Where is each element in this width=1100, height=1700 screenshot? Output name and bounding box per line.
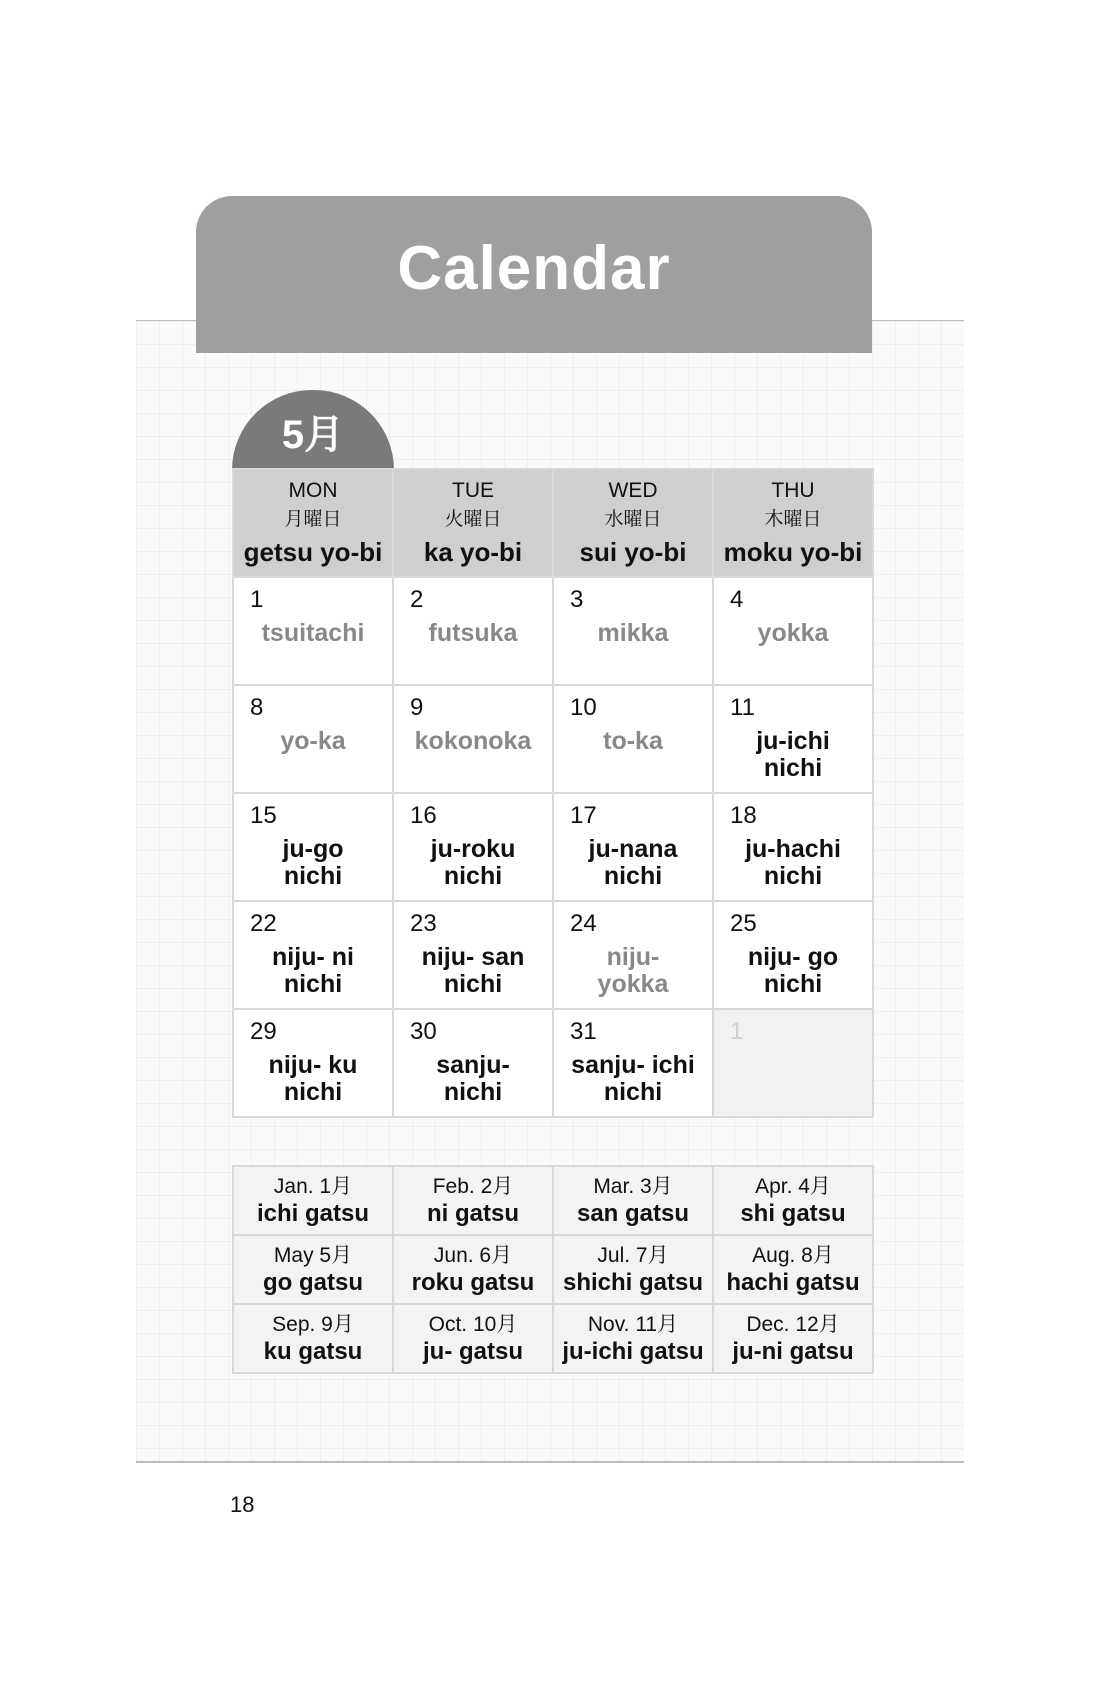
month-cell <box>393 1304 553 1373</box>
date-number: 22 <box>250 910 277 937</box>
date-number: 3 <box>570 586 584 613</box>
week-row <box>233 901 873 1009</box>
week-row <box>233 577 873 685</box>
month-cell <box>553 1304 713 1373</box>
reading-line-2: nichi <box>763 862 823 890</box>
date-reading <box>554 1052 712 1106</box>
month-romaji: hachi gatsu <box>726 1269 860 1296</box>
bottom-rule <box>136 1461 964 1463</box>
month-romaji: shi gatsu <box>740 1200 846 1227</box>
reading-line-1: niju- ku <box>268 1051 358 1079</box>
month-name: Jun. 6月 <box>433 1244 513 1267</box>
date-number: 17 <box>570 802 597 829</box>
month-cell <box>233 1304 393 1373</box>
date-number: 16 <box>410 802 437 829</box>
month-romaji: ichi gatsu <box>256 1200 370 1227</box>
month-cell <box>713 1304 873 1373</box>
date-cell <box>233 1009 393 1117</box>
reading-line-2: nichi <box>763 970 823 998</box>
week-row <box>233 685 873 793</box>
date-reading <box>234 728 392 755</box>
calendar-table <box>232 468 874 1118</box>
month-label: 5月 <box>281 413 345 457</box>
date-cell <box>713 793 873 901</box>
reading-line-2: nichi <box>283 970 343 998</box>
date-cell <box>393 685 553 793</box>
date-reading <box>714 944 872 998</box>
date-reading <box>394 728 552 755</box>
date-number: 1 <box>250 586 264 613</box>
reading-line-1: ju-roku <box>430 835 516 863</box>
date-number: 1 <box>730 1018 744 1045</box>
reading-line-2: nichi <box>603 1078 663 1106</box>
reading-line-1: niju- <box>606 943 660 971</box>
month-name: Aug. 8月 <box>752 1244 834 1267</box>
month-name: May 5月 <box>273 1244 353 1267</box>
reading-line-1: niju- ni <box>272 943 354 971</box>
date-cell <box>713 685 873 793</box>
months-row <box>233 1304 873 1373</box>
date-reading <box>234 620 392 647</box>
reading-line-2: nichi <box>283 1078 343 1106</box>
weekday-romaji: ka yo-bi <box>423 537 523 567</box>
weekday-romaji: moku yo-bi <box>723 537 863 567</box>
weekday-jp: 水曜日 <box>604 509 662 530</box>
reading-line-1: ju-go <box>282 835 344 863</box>
month-cell <box>393 1166 553 1235</box>
date-number: 18 <box>730 802 757 829</box>
weekday-en: TUE <box>452 479 494 502</box>
month-name: Jan. 1月 <box>273 1175 353 1198</box>
reading-line-1: yo-ka <box>280 727 346 755</box>
months-row <box>233 1166 873 1235</box>
reading-line-1: sanju- ichi <box>571 1051 695 1079</box>
month-cell <box>553 1235 713 1304</box>
page-number: 18 <box>230 1492 255 1517</box>
reading-line-2: nichi <box>443 862 503 890</box>
date-number: 31 <box>570 1018 597 1045</box>
date-number: 2 <box>410 586 424 613</box>
date-number: 29 <box>250 1018 277 1045</box>
reading-line-1: ju-hachi <box>745 835 841 863</box>
weekday-en: THU <box>771 479 815 502</box>
month-romaji: san gatsu <box>576 1200 690 1227</box>
date-cell <box>393 1009 553 1117</box>
date-number: 24 <box>570 910 597 937</box>
month-name: Oct. 10月 <box>428 1313 518 1336</box>
month-romaji: ju-ichi gatsu <box>562 1338 704 1365</box>
reading-line-1: kokonoka <box>414 727 532 755</box>
date-cell <box>393 901 553 1009</box>
reading-line-1: tsuitachi <box>261 619 365 647</box>
reading-line-2: nichi <box>603 862 663 890</box>
date-reading <box>394 1052 552 1106</box>
date-number: 23 <box>410 910 437 937</box>
date-cell <box>233 793 393 901</box>
date-cell <box>553 1009 713 1117</box>
weekday-header-tue <box>393 469 553 577</box>
weekday-header-row <box>233 469 873 577</box>
date-number: 9 <box>410 694 424 721</box>
weekday-header-wed <box>553 469 713 577</box>
reading-line-1: sanju- <box>436 1051 510 1079</box>
reading-line-2: nichi <box>443 1078 503 1106</box>
month-cell <box>713 1235 873 1304</box>
reading-line-1: ju-nana <box>588 835 678 863</box>
months-row <box>233 1235 873 1304</box>
title-tab <box>196 196 872 353</box>
date-reading <box>394 944 552 998</box>
date-cell <box>553 685 713 793</box>
date-reading <box>234 836 392 890</box>
date-cell <box>233 901 393 1009</box>
date-number: 10 <box>570 694 597 721</box>
month-romaji: ni gatsu <box>426 1200 519 1227</box>
date-cell <box>713 1009 873 1117</box>
month-romaji: shichi gatsu <box>562 1269 704 1296</box>
week-row <box>233 1009 873 1117</box>
date-number: 8 <box>250 694 264 721</box>
page-title: Calendar <box>397 234 671 303</box>
date-number: 25 <box>730 910 757 937</box>
date-reading <box>714 620 872 647</box>
month-romaji: go gatsu <box>263 1269 363 1296</box>
month-cell <box>393 1235 553 1304</box>
weekday-en: MON <box>288 479 338 502</box>
weekday-en: WED <box>608 479 658 502</box>
date-reading <box>234 1052 392 1106</box>
month-cell <box>233 1235 393 1304</box>
date-reading <box>554 944 712 998</box>
reading-line-2: nichi <box>283 862 343 890</box>
month-name: Sep. 9月 <box>272 1313 354 1336</box>
weekday-jp: 月曜日 <box>284 509 342 530</box>
date-cell <box>553 577 713 685</box>
date-reading <box>554 728 712 755</box>
date-reading <box>714 836 872 890</box>
date-reading <box>394 836 552 890</box>
reading-line-1: to-ka <box>603 727 663 755</box>
date-reading <box>394 620 552 647</box>
date-cell <box>713 901 873 1009</box>
reading-line-1: yokka <box>757 619 829 647</box>
month-cell <box>713 1166 873 1235</box>
date-cell <box>393 793 553 901</box>
month-cell <box>553 1166 713 1235</box>
date-number: 4 <box>730 586 744 613</box>
date-reading <box>554 836 712 890</box>
weekday-header-thu <box>713 469 873 577</box>
weekday-romaji: sui yo-bi <box>579 537 687 567</box>
month-romaji: ju- gatsu <box>423 1338 523 1365</box>
months-table <box>232 1165 874 1374</box>
weekday-jp: 火曜日 <box>444 509 502 530</box>
reading-line-1: futsuka <box>428 619 518 647</box>
month-name: Mar. 3月 <box>593 1175 673 1198</box>
date-number: 30 <box>410 1018 437 1045</box>
month-name: Dec. 12月 <box>746 1313 840 1336</box>
reading-line-1: niju- san <box>421 943 525 971</box>
week-row <box>233 793 873 901</box>
reading-line-2: nichi <box>763 754 823 782</box>
month-romaji: roku gatsu <box>411 1269 535 1296</box>
date-number: 15 <box>250 802 277 829</box>
month-romaji: ku gatsu <box>263 1338 363 1365</box>
month-name: Apr. 4月 <box>755 1175 831 1198</box>
month-name: Jul. 7月 <box>597 1244 669 1267</box>
month-name: Nov. 11月 <box>587 1313 679 1336</box>
month-name: Feb. 2月 <box>432 1175 514 1198</box>
weekday-romaji: getsu yo-bi <box>243 537 383 567</box>
date-cell <box>393 577 553 685</box>
reading-line-1: ju-ichi <box>756 727 830 755</box>
date-reading <box>714 728 872 782</box>
date-cell <box>233 685 393 793</box>
date-reading <box>554 620 712 647</box>
date-cell <box>553 901 713 1009</box>
month-romaji: ju-ni gatsu <box>732 1338 854 1365</box>
date-cell <box>713 577 873 685</box>
date-cell <box>553 793 713 901</box>
reading-line-2: yokka <box>597 970 669 998</box>
month-cell <box>233 1166 393 1235</box>
weekday-jp: 木曜日 <box>764 509 822 530</box>
weekday-header-mon <box>233 469 393 577</box>
date-cell <box>233 577 393 685</box>
date-reading <box>234 944 392 998</box>
date-number: 11 <box>730 694 755 721</box>
reading-line-1: mikka <box>597 619 669 647</box>
reading-line-1: niju- go <box>747 943 839 971</box>
reading-line-2: nichi <box>443 970 503 998</box>
